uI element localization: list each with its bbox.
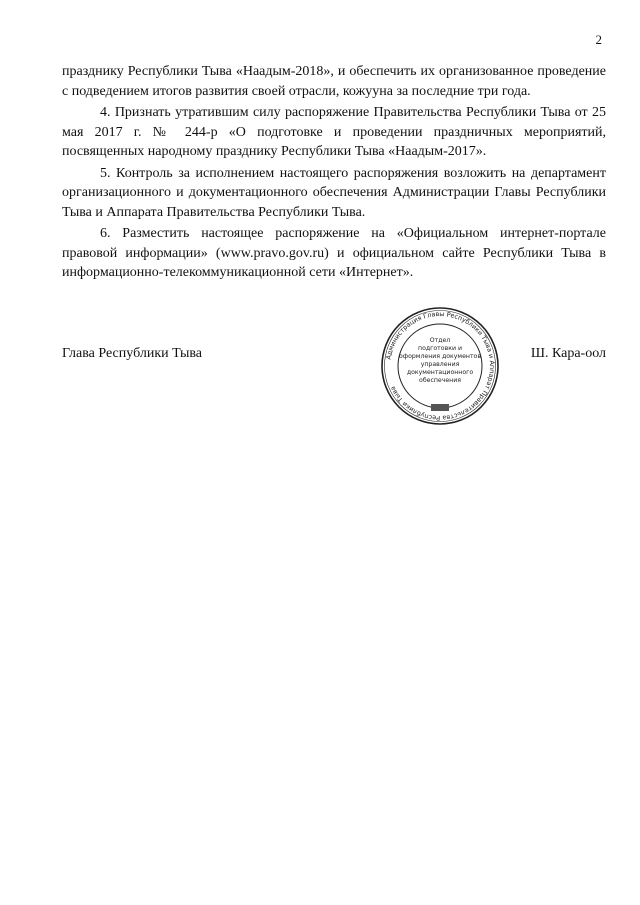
paragraph-continuation: празднику Республики Тыва «Наадым-2018», и обеспечить их организованное проведение с подведением итогов развития своей отрасли, кожууна за последние три года. bbox=[62, 64, 606, 99]
page-number: 2 bbox=[595, 32, 602, 47]
official-seal bbox=[380, 306, 500, 426]
seal-center-line-1: Отдел bbox=[429, 337, 451, 344]
seal-center-line-5: документационного bbox=[406, 369, 474, 376]
seal-ring-text: Администрация Главы Республики Тыва и Аппарат Правительства Республики Тыва bbox=[384, 309, 497, 423]
seal-center-line-6: обеспечения bbox=[419, 377, 461, 384]
paragraph-item-6: 6. Разместить настоящее распоряжение на «Официальном интернет-портале правовой информации» (www.pravo.gov.ru) и официальном сайте Республики Тыва в информационно-телекоммуникационной сети «Интернет». bbox=[62, 226, 606, 280]
paragraph-item-5: 5. Контроль за исполнением настоящего распоряжения возложить на департамент организационного и документационного обеспечения Администрации Главы Республики Тыва и Аппарата Правительства Республики Тыва. bbox=[62, 165, 606, 220]
seal-center-text bbox=[399, 337, 481, 384]
document-body bbox=[62, 62, 606, 285]
seal-center-line-4: управления bbox=[420, 361, 460, 368]
seal-center-line-3: оформления документов bbox=[399, 353, 481, 360]
seal-emblem-mark bbox=[431, 404, 449, 411]
signatory-position: Глава Республики Тыва bbox=[62, 346, 203, 361]
signatory-name: Ш. Кара-оол bbox=[530, 346, 606, 361]
paragraph-item-4: 4. Признать утратившим силу распоряжение Правительства Республики Тыва от 25 мая 2017 г. № 244-р «О подготовке и проведении праздничных мероприятий, посвященных народному празднику Республики Тыва «Наадым-2017». bbox=[62, 105, 606, 159]
seal-center-line-2: подготовки и bbox=[418, 345, 462, 352]
